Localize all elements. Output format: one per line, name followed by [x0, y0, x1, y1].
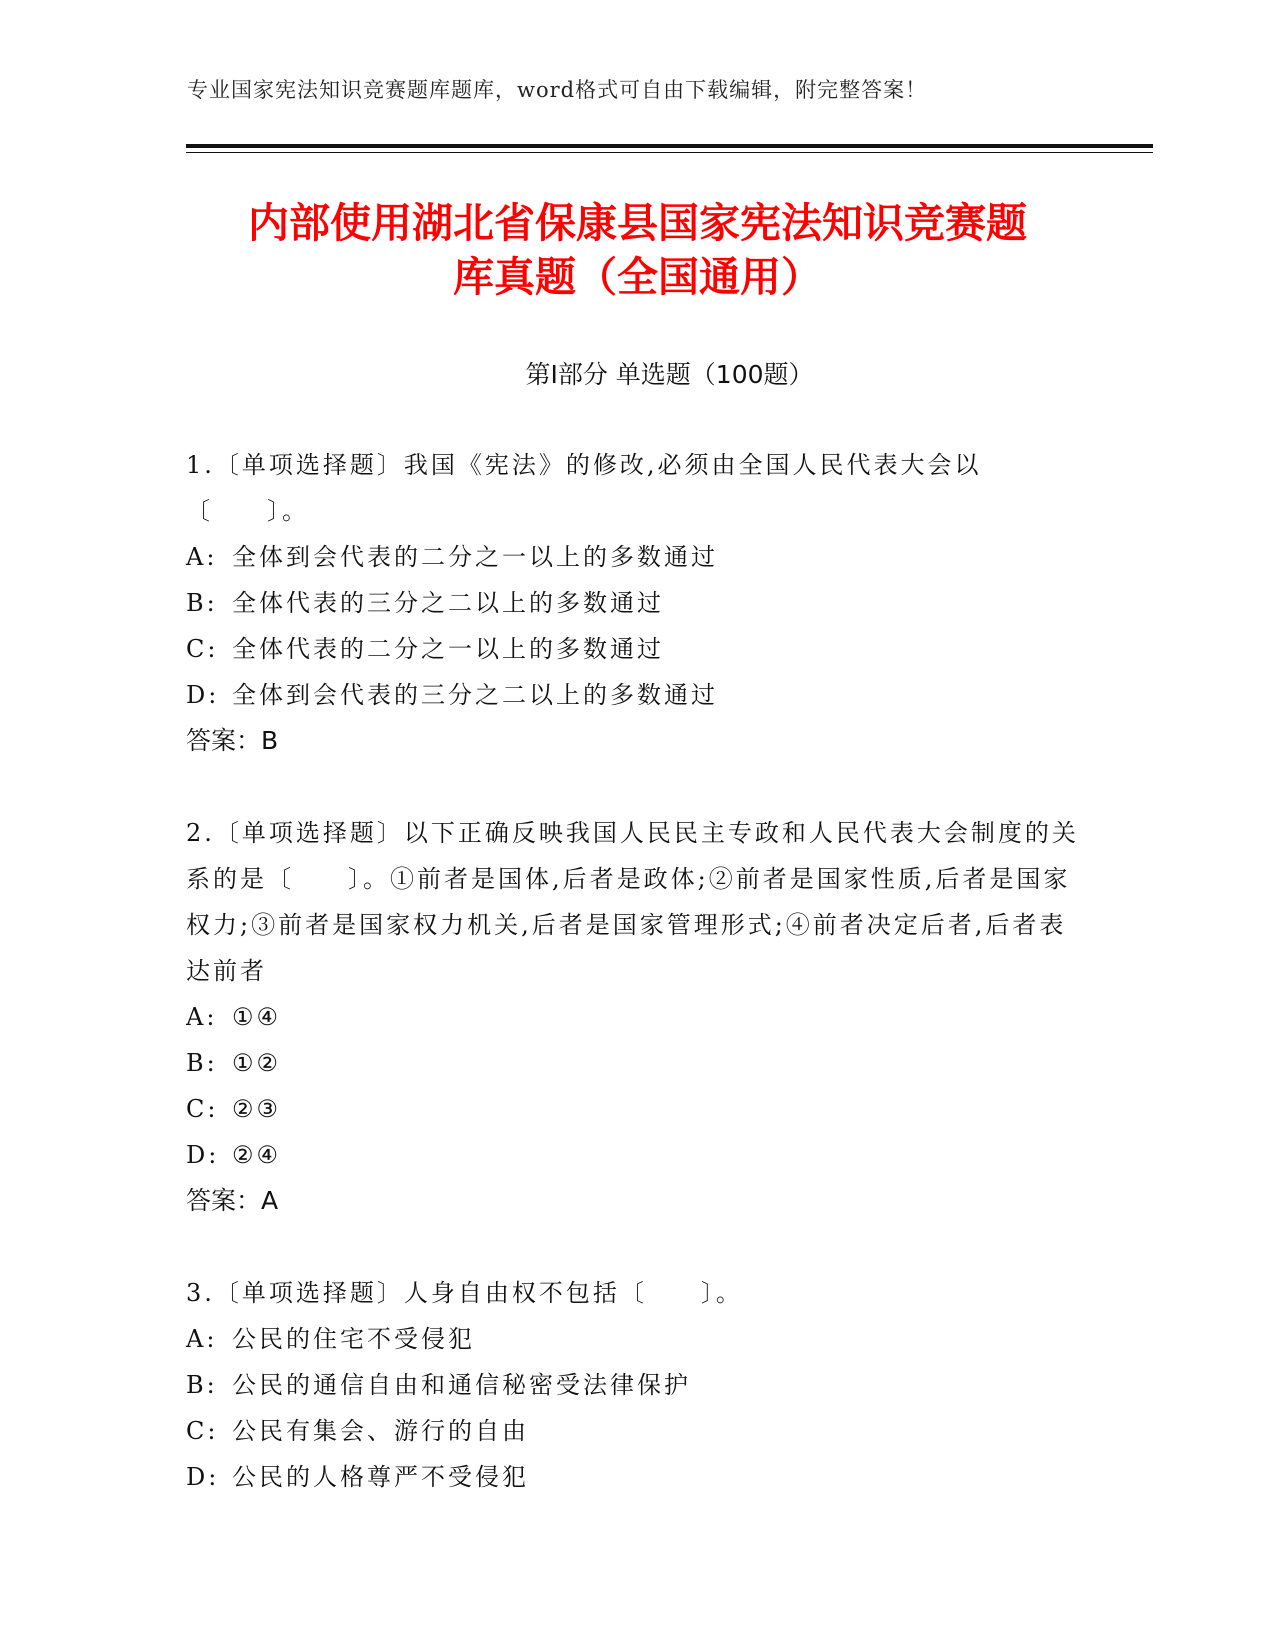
option-text: 公民有集会、游行的自由 — [232, 1417, 529, 1445]
option-text: 全体到会代表的三分之二以上的多数通过 — [232, 681, 718, 709]
question-3 — [186, 1270, 1086, 1500]
option-key: B: — [186, 1049, 218, 1077]
option-text: ①④ — [232, 1003, 282, 1031]
option-d — [186, 672, 1086, 718]
option-a — [186, 994, 1086, 1040]
option-text: ②④ — [232, 1141, 282, 1169]
option-text: 公民的住宅不受侵犯 — [232, 1325, 475, 1353]
option-c — [186, 1086, 1086, 1132]
option-c — [186, 1408, 1086, 1454]
option-text: 公民的通信自由和通信秘密受法律保护 — [232, 1371, 691, 1399]
option-b — [186, 1362, 1086, 1408]
option-key: C: — [186, 635, 219, 663]
option-key: D: — [186, 1463, 220, 1491]
option-text: 全体到会代表的二分之一以上的多数通过 — [232, 543, 718, 571]
question-2 — [186, 810, 1086, 1224]
question-1 — [186, 442, 1086, 764]
option-text: 公民的人格尊严不受侵犯 — [232, 1463, 529, 1491]
option-key: C: — [186, 1417, 219, 1445]
option-b — [186, 1040, 1086, 1086]
question-list — [186, 442, 1086, 1546]
option-d — [186, 1132, 1086, 1178]
question-stem: 1.〔单项选择题〕我国《宪法》的修改,必须由全国人民代表大会以〔 〕。 — [186, 451, 982, 525]
answer: 答案：A — [186, 1186, 279, 1215]
option-text: ①② — [232, 1049, 282, 1077]
option-text: 全体代表的三分之二以上的多数通过 — [232, 589, 664, 617]
answer: 答案：B — [186, 726, 279, 755]
option-key: A: — [186, 543, 218, 571]
option-b — [186, 580, 1086, 626]
header-divider-thin — [186, 152, 1153, 153]
option-text: ②③ — [232, 1095, 282, 1123]
option-key: D: — [186, 681, 220, 709]
option-key: B: — [186, 1371, 218, 1399]
option-a — [186, 1316, 1086, 1362]
question-stem: 2.〔单项选择题〕以下正确反映我国人民民主专政和人民代表大会制度的关系的是〔 〕。①前者是国体,后者是政体;②前者是国家性质,后者是国家权力;③前者是国家权力机关,后者是国家管理形式;④前者决定后者,后者表达前者 — [186, 819, 1079, 985]
option-c — [186, 626, 1086, 672]
option-a — [186, 534, 1086, 580]
document-title — [140, 196, 1135, 304]
header-note: 专业国家宪法知识竞赛题库题库，word格式可自由下载编辑，附完整答案！ — [187, 78, 928, 102]
option-key: D: — [186, 1141, 220, 1169]
option-key: A: — [186, 1325, 218, 1353]
option-key: B: — [186, 589, 218, 617]
document-title-line-2: 库真题（全国通用） — [453, 253, 822, 301]
header-divider-thick — [186, 144, 1153, 148]
document-title-line-1: 内部使用湖北省保康县国家宪法知识竞赛题 — [248, 199, 1027, 247]
option-d — [186, 1454, 1086, 1500]
question-stem: 3.〔单项选择题〕人身自由权不包括〔 〕。 — [186, 1279, 743, 1307]
option-key: C: — [186, 1095, 219, 1123]
section-title: 第Ⅰ部分 单选题（100题） — [525, 360, 814, 389]
option-text: 全体代表的二分之一以上的多数通过 — [232, 635, 664, 663]
option-key: A: — [186, 1003, 218, 1031]
